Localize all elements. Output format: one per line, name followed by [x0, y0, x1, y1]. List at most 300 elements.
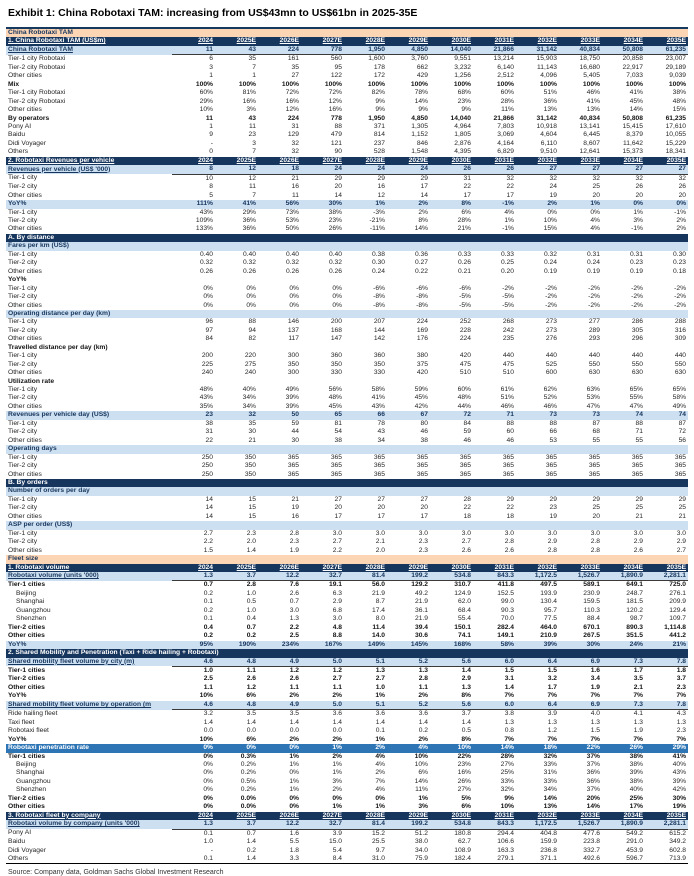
- value-cell: 589.1: [583, 581, 600, 589]
- table-row: [6, 37, 688, 45]
- year-header-cell: 2033E: [559, 37, 602, 45]
- row-label: YoY%: [8, 276, 27, 284]
- value-cell: 1,950: [368, 114, 385, 122]
- value-cell: 75.9: [414, 854, 428, 862]
- table-row: [6, 615, 688, 623]
- value-cell: 81.4: [344, 820, 387, 829]
- value-cell: 5.2: [387, 701, 430, 710]
- value-cell: 3.6: [375, 710, 385, 718]
- value-cell: 3,760: [411, 55, 428, 63]
- value-cell: 7,803: [497, 122, 514, 130]
- value-cell: 365: [674, 470, 687, 478]
- value-cell: 10: [205, 174, 213, 182]
- value-cell: 56%: [258, 200, 301, 208]
- value-cell: 294.4: [497, 829, 514, 837]
- row-label: Tier-2 city: [8, 293, 38, 301]
- value-cell: 1.4: [246, 838, 256, 846]
- value-cell: 5.1: [344, 701, 387, 710]
- value-cell: 152.5: [497, 589, 514, 597]
- value-cell: 2.9: [633, 538, 643, 546]
- value-cell: 161: [287, 55, 299, 63]
- table-row: [6, 310, 688, 318]
- value-cell: 10%: [414, 760, 428, 768]
- value-cell: 4.6: [172, 658, 215, 667]
- value-cell: 225: [201, 360, 213, 368]
- value-cell: 250: [201, 462, 213, 470]
- value-cell: 88: [549, 419, 557, 427]
- value-cell: 29: [334, 174, 342, 182]
- value-cell: 1,890.9: [602, 820, 645, 829]
- value-cell: 38: [334, 436, 342, 444]
- value-cell: 47%: [586, 402, 600, 410]
- value-cell: 9,551: [454, 55, 471, 63]
- value-cell: 1.3: [676, 718, 687, 726]
- value-cell: 7%: [504, 735, 514, 743]
- value-cell: 4.3: [676, 710, 687, 718]
- value-cell: 309: [674, 335, 687, 343]
- table-row: [6, 89, 688, 97]
- value-cell: 404.8: [540, 829, 557, 837]
- value-cell: 3: [209, 63, 213, 71]
- value-cell: 0.3%: [240, 752, 256, 760]
- year-header-cell: 2032E: [516, 157, 559, 165]
- year-header-cell: 2024: [172, 812, 215, 820]
- value-cell: 5.6: [430, 658, 473, 667]
- value-cell: 100%: [367, 80, 385, 88]
- value-cell: 28%: [500, 97, 514, 105]
- value-cell: 0.24: [543, 259, 557, 267]
- row-label: Other cities: [8, 546, 42, 554]
- value-cell: 16%: [457, 769, 471, 777]
- value-cell: 0.19: [629, 267, 643, 275]
- value-cell: 6.4: [516, 701, 559, 710]
- value-cell: [559, 276, 602, 284]
- value-cell: 3.0: [676, 529, 687, 537]
- value-cell: 3.6: [418, 710, 428, 718]
- value-cell: 30%: [559, 641, 602, 649]
- value-cell: 25: [635, 504, 643, 512]
- value-cell: 0%: [590, 208, 600, 216]
- value-cell: 32.7: [301, 820, 344, 829]
- value-cell: 21: [291, 495, 299, 503]
- value-cell: 14,040: [450, 114, 471, 122]
- value-cell: 441.2: [669, 632, 687, 640]
- value-cell: 2.7: [332, 675, 342, 683]
- value-cell: 29%: [645, 744, 688, 752]
- value-cell: 29: [678, 495, 687, 503]
- table-row: [6, 352, 688, 360]
- year-header-cell: 2033E: [559, 157, 602, 165]
- value-cell: 4.9: [258, 658, 301, 667]
- value-cell: 7%: [676, 692, 687, 700]
- value-cell: 49%: [672, 402, 687, 410]
- value-cell: 0.31: [629, 250, 643, 258]
- table-row: [6, 701, 688, 710]
- value-cell: [430, 242, 473, 250]
- value-cell: 1.8: [289, 846, 299, 854]
- value-cell: 48%: [199, 386, 213, 394]
- value-cell: 7%: [547, 692, 557, 700]
- value-cell: -5%: [502, 301, 514, 309]
- row-label: 2. Robotaxi Revenues per vehicle: [6, 157, 172, 165]
- value-cell: 7.8: [645, 658, 688, 667]
- value-cell: 365: [545, 462, 557, 470]
- value-cell: 0.32: [242, 259, 256, 267]
- value-cell: 0%: [246, 301, 256, 309]
- value-cell: 149.1: [497, 632, 514, 640]
- row-label: Ride hailing fleet: [8, 710, 58, 717]
- value-cell: 133%: [195, 225, 213, 233]
- row-label: Tier-2 city Robotaxi: [8, 97, 66, 105]
- value-cell: [559, 487, 602, 495]
- value-cell: 11,642: [623, 139, 643, 147]
- value-cell: 11: [205, 114, 213, 122]
- value-cell: 0%: [246, 293, 256, 301]
- value-cell: 230.9: [583, 589, 600, 597]
- value-cell: 68%: [457, 89, 471, 97]
- value-cell: 58%: [672, 394, 687, 402]
- value-cell: 7%: [547, 735, 557, 743]
- value-cell: 100%: [582, 80, 600, 88]
- table-row: [6, 361, 688, 369]
- value-cell: [473, 487, 516, 495]
- value-cell: 4.0: [590, 710, 600, 718]
- exhibit-title: Exhibit 1: China Robotaxi TAM: increasing from US$43mn to US$61bn in 2025-35E: [8, 7, 418, 19]
- value-cell: 464.0: [540, 623, 557, 631]
- value-cell: 19: [549, 512, 557, 520]
- year-header-cell: 2028E: [344, 564, 387, 572]
- value-cell: 17.4: [371, 606, 385, 614]
- value-cell: 20%: [586, 794, 600, 802]
- table-row: [6, 420, 688, 428]
- value-cell: 242: [502, 326, 514, 334]
- value-cell: 2%: [332, 735, 342, 743]
- value-cell: 475: [502, 360, 514, 368]
- value-cell: [430, 276, 473, 284]
- value-cell: 5,405: [583, 72, 600, 80]
- value-cell: 17: [377, 512, 385, 520]
- value-cell: 20: [592, 191, 600, 199]
- value-cell: 365: [502, 453, 514, 461]
- value-cell: 1%: [418, 794, 428, 802]
- value-cell: 84: [463, 419, 471, 427]
- value-cell: 18,750: [579, 55, 600, 63]
- value-cell: 365: [588, 470, 600, 478]
- table-row: [6, 538, 688, 546]
- year-header-cell: 2029E: [387, 157, 430, 165]
- value-cell: 350: [287, 360, 299, 368]
- value-cell: 77.5: [543, 615, 557, 623]
- value-cell: [215, 445, 258, 453]
- value-cell: 3.0: [332, 615, 342, 623]
- value-cell: 250: [201, 470, 213, 478]
- value-cell: 14: [420, 191, 428, 199]
- value-cell: 41%: [371, 394, 385, 402]
- value-cell: [602, 310, 645, 318]
- value-cell: 846: [416, 139, 428, 147]
- table-row: [6, 658, 688, 667]
- row-label: Other cities: [8, 335, 42, 343]
- value-cell: 0.24: [371, 267, 385, 275]
- value-cell: 0.23: [629, 259, 643, 267]
- year-header-cell: 2025E: [215, 157, 258, 165]
- value-cell: [602, 344, 645, 352]
- value-cell: 106.6: [497, 838, 514, 846]
- value-cell: [258, 310, 301, 318]
- value-cell: 74: [602, 411, 645, 419]
- section-band-label: China Robotaxi TAM: [6, 28, 688, 37]
- row-label: Tier-1 city Robotaxi: [8, 55, 66, 63]
- value-cell: 0%: [203, 301, 213, 309]
- table-row: [6, 513, 688, 521]
- table-row: [6, 46, 688, 55]
- value-cell: -1%: [674, 208, 687, 216]
- value-cell: [559, 310, 602, 318]
- value-cell: 1.7: [547, 683, 557, 691]
- table-row: [6, 454, 688, 462]
- value-cell: 282.4: [497, 623, 514, 631]
- value-cell: 81%: [242, 89, 256, 97]
- value-cell: 14: [205, 504, 213, 512]
- value-cell: 0.25: [500, 259, 514, 267]
- value-cell: 5.1: [344, 658, 387, 667]
- value-cell: 662: [416, 63, 428, 71]
- value-cell: 1%: [375, 803, 385, 811]
- value-cell: 60%: [199, 89, 213, 97]
- value-cell: 43%: [371, 402, 385, 410]
- year-header-cell: 2033E: [559, 564, 602, 572]
- value-cell: [602, 521, 645, 529]
- value-cell: 88: [248, 318, 256, 326]
- value-cell: 602.8: [669, 846, 687, 854]
- value-cell: 27: [516, 165, 559, 174]
- table-row: [6, 98, 688, 106]
- value-cell: 6.9: [559, 658, 602, 667]
- value-cell: 2.2: [332, 546, 342, 554]
- value-cell: 50,808: [602, 46, 645, 55]
- value-cell: 21: [678, 512, 687, 520]
- value-cell: [473, 242, 516, 250]
- table-row: [6, 259, 688, 267]
- value-cell: 1,600: [368, 55, 385, 63]
- value-cell: [215, 378, 258, 386]
- value-cell: 224: [416, 318, 428, 326]
- value-cell: 2.1: [375, 538, 385, 546]
- table-row: [6, 719, 688, 727]
- value-cell: 0.26: [457, 259, 471, 267]
- value-cell: 100%: [625, 80, 643, 88]
- value-cell: 51%: [543, 89, 557, 97]
- value-cell: 207: [373, 318, 385, 326]
- value-cell: 62.0: [457, 598, 471, 606]
- value-cell: 4,964: [454, 122, 471, 130]
- table-row: [6, 590, 688, 598]
- value-cell: 44%: [457, 402, 471, 410]
- value-cell: 365: [373, 462, 385, 470]
- value-cell: 0.1: [203, 829, 213, 837]
- value-cell: 23,007: [665, 55, 687, 63]
- value-cell: 5%: [461, 794, 471, 802]
- value-cell: 178: [373, 63, 385, 71]
- row-label: Tier-1 city: [8, 495, 38, 503]
- value-cell: -2%: [631, 284, 643, 292]
- value-cell: 296: [631, 335, 643, 343]
- value-cell: 94: [248, 326, 256, 334]
- table-row: [6, 394, 688, 402]
- value-cell: 365: [674, 462, 687, 470]
- value-cell: 16%: [328, 106, 342, 114]
- value-cell: 224: [258, 46, 301, 55]
- value-cell: 56.0: [371, 581, 385, 589]
- value-cell: 1.8: [676, 666, 687, 674]
- value-cell: 46%: [586, 89, 600, 97]
- value-cell: 375: [416, 360, 428, 368]
- value-cell: 26: [635, 183, 643, 191]
- value-cell: 305: [631, 326, 643, 334]
- value-cell: 67: [387, 411, 430, 419]
- table-row: [6, 81, 688, 89]
- value-cell: 11: [292, 191, 299, 199]
- value-cell: 7%: [504, 692, 514, 700]
- value-cell: 1.5: [203, 546, 213, 554]
- value-cell: -6%: [373, 284, 385, 292]
- value-cell: 6.4: [516, 658, 559, 667]
- year-header-cell: 2028E: [344, 812, 387, 820]
- value-cell: 45%: [414, 394, 428, 402]
- table-row: [6, 555, 688, 563]
- value-cell: [172, 310, 215, 318]
- value-cell: 14%: [543, 794, 557, 802]
- value-cell: 95%: [172, 641, 215, 649]
- value-cell: 3.6: [332, 710, 342, 718]
- value-cell: 38%: [629, 752, 643, 760]
- value-cell: 22%: [457, 752, 471, 760]
- value-cell: 497.5: [540, 581, 557, 589]
- value-cell: 31%: [543, 769, 557, 777]
- value-cell: 268: [502, 318, 514, 326]
- table-row: [6, 744, 688, 752]
- year-header-cell: 2028E: [344, 37, 387, 45]
- value-cell: 0.2: [246, 632, 256, 640]
- value-cell: 1%: [289, 786, 299, 794]
- value-cell: 560: [330, 55, 342, 63]
- value-cell: 55: [635, 436, 643, 444]
- value-cell: 440: [588, 352, 600, 360]
- value-cell: [602, 445, 645, 453]
- table-row: [6, 829, 688, 838]
- value-cell: 228: [459, 326, 471, 334]
- value-cell: 3.0: [547, 529, 557, 537]
- value-cell: 22: [506, 183, 514, 191]
- value-cell: -1%: [631, 225, 643, 233]
- year-header-cell: 2026E: [258, 564, 301, 572]
- value-cell: 14%: [414, 97, 428, 105]
- value-cell: 100%: [281, 80, 299, 88]
- value-cell: 31,142: [516, 46, 559, 55]
- value-cell: 53%: [285, 216, 299, 224]
- row-label: Tier-1 city: [8, 208, 38, 216]
- row-label: Other cities: [8, 267, 42, 275]
- value-cell: 4,395: [454, 148, 471, 156]
- value-cell: 360: [330, 352, 342, 360]
- value-cell: 6,829: [497, 148, 514, 156]
- value-cell: [645, 310, 688, 318]
- value-cell: 2,281.1: [645, 572, 688, 581]
- value-cell: 276: [545, 335, 557, 343]
- table-row: [6, 285, 688, 293]
- value-cell: 0%: [602, 200, 645, 208]
- value-cell: 29: [635, 495, 643, 503]
- value-cell: 49.2: [414, 589, 428, 597]
- value-cell: -2%: [545, 301, 557, 309]
- row-label: Tier-2 city: [8, 259, 38, 267]
- value-cell: 48%: [672, 97, 687, 105]
- value-cell: 725.0: [669, 581, 687, 589]
- value-cell: 0.30: [371, 259, 385, 267]
- value-cell: 1.0: [203, 666, 213, 674]
- value-cell: 7%: [590, 735, 600, 743]
- value-cell: 0.32: [328, 259, 342, 267]
- table-row: [6, 200, 688, 208]
- value-cell: 34: [377, 436, 385, 444]
- value-cell: 0%: [203, 803, 213, 811]
- value-cell: 1.1: [246, 666, 256, 674]
- value-cell: -1%: [473, 200, 516, 208]
- value-cell: 20,858: [622, 55, 643, 63]
- value-cell: 72%: [328, 89, 342, 97]
- value-cell: 129.4: [669, 606, 687, 614]
- value-cell: 4,604: [540, 131, 557, 139]
- value-cell: 95.7: [543, 606, 557, 614]
- section-band-label: Fleet size: [6, 555, 688, 563]
- value-cell: 40%: [242, 386, 256, 394]
- value-cell: 550: [588, 360, 600, 368]
- value-cell: 365: [631, 470, 643, 478]
- value-cell: 31: [205, 428, 213, 436]
- table-row: [6, 148, 688, 156]
- value-cell: 0.1: [375, 727, 385, 735]
- value-cell: 2%: [418, 692, 428, 700]
- value-cell: 51.2: [414, 829, 428, 837]
- year-header-cell: 2024: [172, 157, 215, 165]
- table-row: [6, 403, 688, 411]
- value-cell: 3%: [633, 216, 643, 224]
- row-label: Utilization rate: [8, 377, 55, 385]
- value-cell: 37%: [586, 752, 600, 760]
- row-label: Tier-2 cities: [8, 794, 46, 802]
- value-cell: 1,950: [344, 46, 387, 55]
- value-cell: [645, 344, 688, 352]
- value-cell: 58%: [473, 641, 516, 649]
- value-cell: 0%: [332, 284, 342, 292]
- value-cell: [387, 521, 430, 529]
- value-cell: 2.9: [332, 598, 342, 606]
- value-cell: 5.2: [387, 658, 430, 667]
- value-cell: 9,039: [669, 72, 687, 80]
- value-cell: 34%: [543, 786, 557, 794]
- value-cell: 332.7: [583, 846, 600, 854]
- value-cell: 18: [506, 512, 514, 520]
- row-label: Tier-1 city: [8, 318, 38, 326]
- value-cell: 1%: [633, 208, 643, 216]
- value-cell: 220: [244, 352, 256, 360]
- value-cell: 17: [420, 512, 428, 520]
- value-cell: 477.6: [583, 829, 600, 837]
- value-cell: -8%: [416, 293, 428, 301]
- row-label: Guangzhou: [16, 606, 51, 614]
- value-cell: 5.6: [430, 701, 473, 710]
- value-cell: 12: [377, 191, 385, 199]
